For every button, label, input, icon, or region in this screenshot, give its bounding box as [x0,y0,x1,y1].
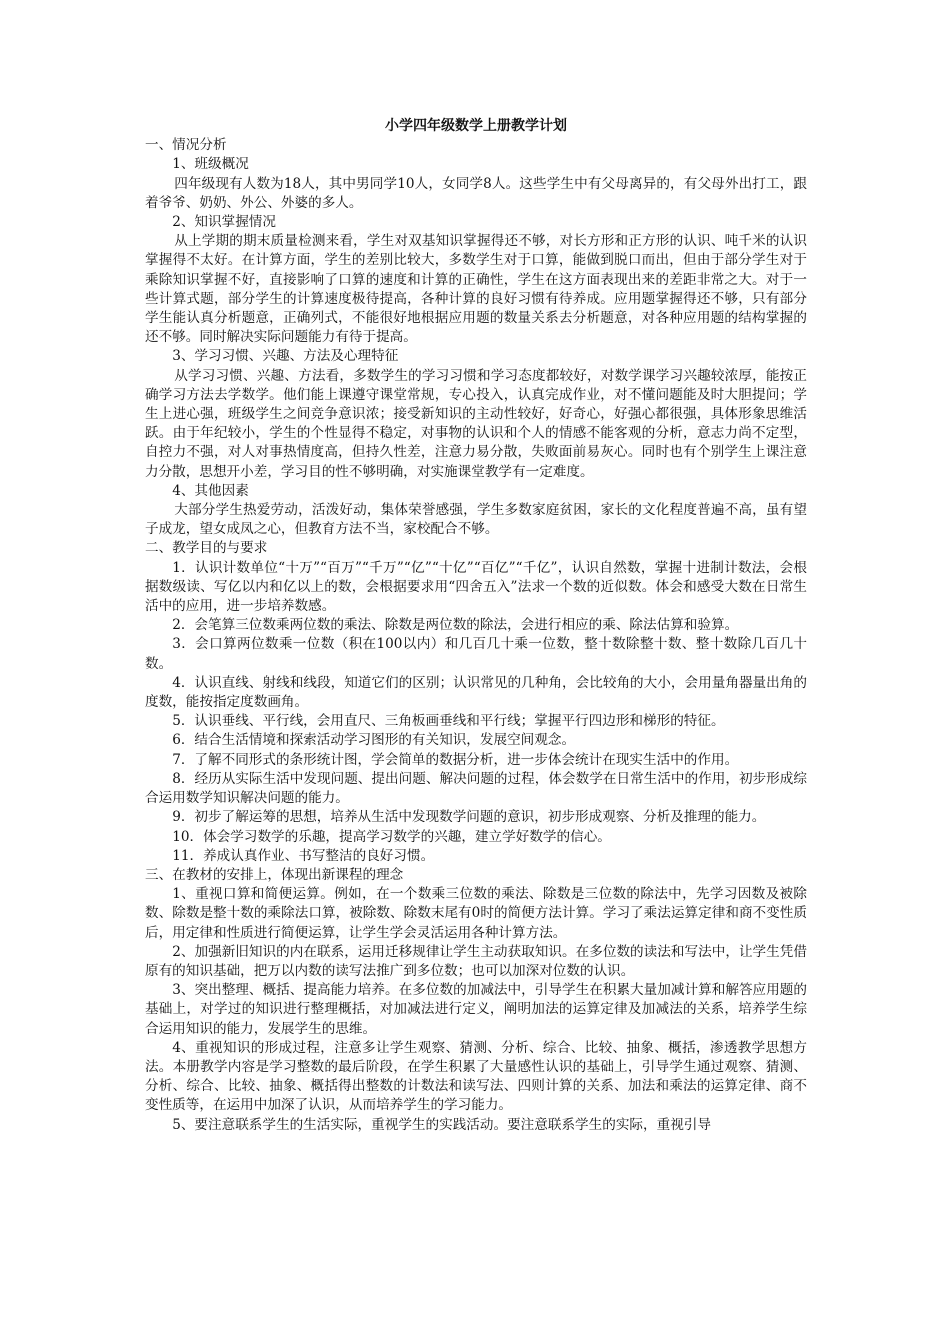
objective-item: 6．结合生活情境和探索活动学习图形的有关知识，发展空间观念。 [172,732,576,749]
subsection-heading-class-overview: 1、班级概况 [172,156,249,173]
curriculum-item: 5、要注意联系学生的生活实际，重视学生的实践活动。要注意联系学生的实际，重视引导 [172,1116,711,1133]
subsection-heading-knowledge: 2、知识掌握情况 [172,214,276,230]
document-title: 小学四年级数学上册教学计划 [385,118,567,134]
objective-item: 10．体会学习数学的乐趣，提高学习数学的兴趣，建立学好数学的信心。 [172,828,611,845]
subsection-heading-habits: 3、学习习惯、兴趣、方法及心理特征 [172,348,399,365]
curriculum-item: 4、重视知识的形成过程，注意多让学生观察、猜测、分析、综合、比较、抽象、概括，渗透教学思想方法。本册教学内容是学习整数的最后阶段，在学生积累了大量感性认识的基础上，引导学生通过观察、猜测、分析、综合、比较、抽象、概括得出整数的计数法和读写法、四则计算的关系、加法和乘法的运算定律、商不变性质等，在运用中加深了认识，从而培养学生的学习能力。 [145,1039,807,1114]
objective-item: 4．认识直线、射线和线段，知道它们的区别；认识常见的几种角，会比较角的大小，会用量角器量出角的度数，能按指定度数画角。 [145,674,807,711]
objective-item: 3．会口算两位数乘一位数（积在100以内）和几百几十乘一位数，整十数除整十数、整十数除几百几十数。 [145,636,807,672]
objective-item: 2．会笔算三位数乘两位数的乘法、除数是两位数的除法，会进行相应的乘、除法估算和验算。 [172,617,739,634]
section-heading-objectives: 二、教学目的与要求 [145,540,268,557]
paragraph-other-factors: 大部分学生热爱劳动，活泼好动，集体荣誉感强，学生多数家庭贫困，家长的文化程度普遍不高，虽有望子成龙，望女成凤之心，但教育方法不当，家校配合不够。 [145,502,807,538]
curriculum-item: 1、重视口算和简便运算。例如，在一个数乘三位数的乘法、除数是三位数的除法中，先学习因数及被除数、除数是整十数的乘除法口算，被除数、除数末尾有0时的简便方法计算。学习了乘法运算定律和商不变性质后，用定律和性质进行简便运算，让学生学会灵活运用各种计算方法。 [145,886,807,941]
subsection-heading-other-factors: 4、其他因素 [172,482,249,499]
section-heading-curriculum: 三、在教材的安排上，体现出新课程的理念 [145,866,404,883]
objective-item: 7．了解不同形式的条形统计图，学会简单的数据分析，进一步体会统计在现实生活中的作用。 [172,751,739,768]
section-heading-analysis: 一、情况分析 [145,137,227,154]
paragraph-habits: 从学习习惯、兴趣、方法看，多数学生的学习习惯和学习态度都较好，对数学课学习兴趣较浓厚，能按正确学习方法去学数学。他们能上课遵守课堂常规，专心投入，认真完成作业，对不懂问题能及时大胆提问；学生上进心强，班级学生之间竞争意识浓；接受新知识的主动性较好，好奇心，好强心都很强，具体形象思维活跃。由于年纪较小，学生的个性显得不稳定，对事物的认识和个人的情感不能客观的分析，意志力尚不定型，自控力不强，对人对事热情度高，但持久性差，注意力易分散，失败面前易灰心。同时也有个别学生上课注意力分散，思想开小差，学习目的性不够明确，对实施课堂教学有一定难度。 [145,367,807,480]
document-page [145,117,807,1135]
paragraph-knowledge: 从上学期的期末质量检测来看，学生对双基知识掌握得还不够，对长方形和正方形的认识、吨千米的认识掌握得不太好。在计算方面，学生的差别比较大，多数学生对于口算，能做到脱口而出，但由于部分学生对于乘除知识掌握不好，直接影响了口算的速度和计算的正确性，学生在这方面表现出来的差距非常之大。对于一些计算式题，部分学生的计算速度极待提高，各种计算的良好习惯有待养成。应用题掌握得还不够，只有部分学生能认真分析题意，正确列式，不能很好地根据应用题的数量关系去分析题意，对各种应用题的结构掌握的还不够。同时解决实际问题能力有待于提高。 [145,233,807,346]
paragraph-class-overview: 四年级现有人数为18人，其中男同学10人，女同学8人。这些学生中有父母离异的，有父母外出打工，跟着爷爷、奶奶、外公、外婆的多人。 [145,175,807,211]
objective-item: 9．初步了解运筹的思想，培养从生活中发现数学问题的意识，初步形成观察、分析及推理的能力。 [172,809,766,826]
curriculum-item: 3、突出整理、概括、提高能力培养。在多位数的加减法中，引导学生在积累大量加减计算和解答应用题的基础上，对学过的知识进行整理概括，对加减法进行定义，阐明加法的运算定律及加减法的关系，培养学生综合运用知识的能力，发展学生的思维。 [145,982,807,1037]
curriculum-item: 2、加强新旧知识的内在联系，运用迁移规律让学生主动获取知识。在多位数的读法和写法中，让学生凭借原有的知识基础，把万以内数的读写法推广到多位数；也可以加深对位数的认识。 [145,943,807,979]
objective-item: 11．养成认真作业、书写整洁的良好习惯。 [172,847,435,864]
objective-item: 5．认识垂线、平行线，会用直尺、三角板画垂线和平行线；掌握平行四边形和梯形的特征。 [172,713,725,730]
objective-item: 1．认识计数单位“十万”“百万”“千万”“亿”“十亿”“百亿”“千亿”，认识自然数，掌握十进制计数法，会根据数级读、写亿以内和亿以上的数，会根据要求用“四舍五入”法求一个数的近似数。体会和感受大数在日常生活中的应用，进一步培养数感。 [145,559,807,615]
objective-item: 8．经历从实际生活中发现问题、提出问题、解决问题的过程，体会数学在日常生活中的作用，初步形成综合运用数学知识解决问题的能力。 [145,770,807,807]
